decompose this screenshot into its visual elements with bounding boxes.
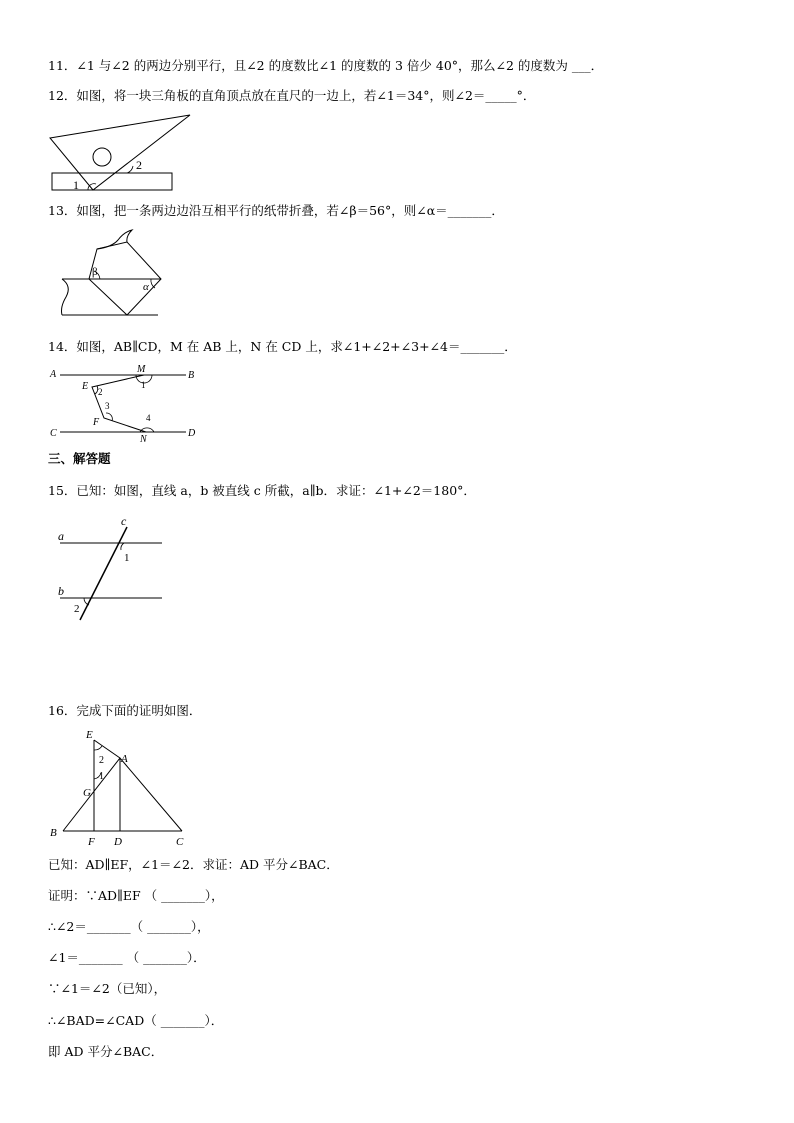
question-15: 15．已知：如图，直线 a，b 被直线 c 所截，a∥b．求证：∠1+∠2＝180°． [48, 483, 476, 498]
question-13: 13．如图，把一条两边边沿互相平行的纸带折叠，若∠β＝56°，则∠α＝_______． [48, 203, 504, 218]
proof-step-2: ∴∠2＝_______（ _______）， [48, 919, 210, 934]
angle-1-label: 1 [99, 771, 104, 782]
point-M: M [137, 364, 146, 375]
proof-step-6: 即 AD 平分∠BAC． [48, 1044, 164, 1059]
line-c-label: c [121, 514, 127, 528]
beta-label: β [92, 266, 98, 278]
proof-given: 已知：AD∥EF，∠1＝∠2．求证：AD 平分∠BAC． [48, 857, 339, 872]
angle-2-label: 2 [98, 387, 103, 397]
point-D: D [114, 836, 122, 848]
point-F: F [93, 417, 100, 428]
angle-2-label: 2 [74, 603, 80, 615]
line-a-label: a [58, 529, 64, 543]
angle-1-label: 1 [73, 178, 79, 192]
point-A: A [121, 753, 128, 765]
alpha-label: α [143, 281, 149, 293]
point-C: C [176, 836, 184, 848]
point-D: D [188, 428, 196, 439]
proof-step-3: ∠1＝_______ （ _______）． [48, 950, 206, 965]
point-B: B [188, 370, 195, 381]
point-A: A [50, 369, 57, 380]
point-G: G [83, 787, 91, 799]
proof-step-4: ∵∠1＝∠2（已知）， [48, 981, 167, 996]
point-E: E [82, 381, 89, 392]
point-N: N [140, 434, 147, 445]
proof-step-5: ∴∠BAD=∠CAD（ _______）． [48, 1013, 224, 1028]
angle-4-label: 4 [146, 413, 151, 423]
angle-3-label: 3 [105, 401, 110, 411]
question-14: 14．如图，AB∥CD，M 在 AB 上，N 在 CD 上，求∠1+∠2+∠3+∠4＝_______． [48, 339, 517, 354]
angle-1-label: 1 [124, 552, 130, 564]
angle-1-label: 1 [141, 380, 146, 390]
question-11: 11．∠1 与∠2 的两边分别平行，且∠2 的度数比∠1 的度数的 3 倍少 40°，那么∠2 的度数为 ___． [48, 58, 604, 73]
section-title: 三、解答题 [48, 451, 111, 466]
question-16: 16．完成下面的证明如图． [48, 703, 202, 718]
point-E: E [86, 729, 93, 741]
point-C: C [50, 428, 57, 439]
point-F: F [88, 836, 95, 848]
point-B: B [50, 827, 57, 839]
proof-step-1: 证明：∵AD∥EF （ _______）， [48, 888, 224, 903]
question-12: 12．如图，将一块三角板的直角顶点放在直尺的一边上，若∠1＝34°，则∠2＝_____°． [48, 88, 536, 103]
angle-2-label: 2 [99, 755, 104, 766]
angle-2-label: 2 [136, 158, 142, 172]
line-b-label: b [58, 584, 64, 598]
